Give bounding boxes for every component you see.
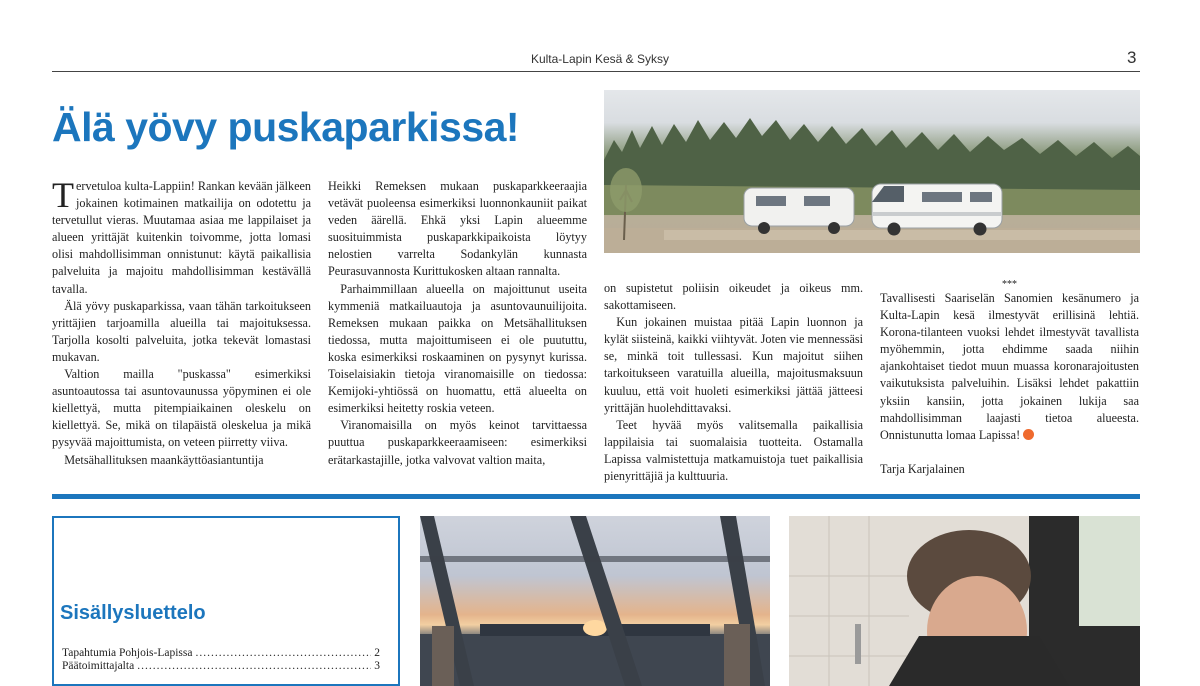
paragraph: Teet hyvää myös valitsemalla paikallisia lappilaisia tai suomalaisia tuotteita. Ostamalla Lapissa valmistettuja matkamuistoja tuet paikallisia pienyrittäjiä ja kulttuuria.	[604, 417, 863, 484]
article-column-1	[52, 175, 311, 469]
campervan-photo	[604, 90, 1140, 253]
toc-item-label: Päätoimittajalta	[62, 660, 135, 672]
paragraph: Tavallisesti Saariselän Sanomien kesänumero ja Kulta-Lapin kesä ilmestyvät erillisinä lehtiä. Korona-tilanteen vuoksi lehdet ilmestyvät tavallista myöhemmin, jotta ehdimme saada niihin ajankohtaiset tiedot muun muassa koronarajoitusten vaikutuksista palveluihin. Lisäksi lehdet pakattiin yksiin kansiin, jotta jokainen lukija saa mahdollisimman laajasti tietoa alueesta. Onnistunutta lomaa Lapissa!	[880, 291, 1139, 442]
toc-item	[62, 660, 380, 672]
paragraph: Heikki Remeksen mukaan puskaparkkeeraajia vetävät puoleensa esimerkiksi luonnonkauniit paikat veden äärellä. Ehkä yksi Lapin alueemme suosituimmista puskaparkkipaikoista löytyy nelostien varrelta Sodankylän kunnasta Peurasuvannosta Kurittukosken altaan rannalta.	[328, 179, 587, 279]
paragraph: on supistetut poliisin oikeudet ja oikeus mm. sakottamiseen.	[604, 281, 863, 313]
paragraph: Valtion mailla "puskassa" esimerkiksi asuntoautossa tai asuntovaunussa yöpyminen ei ole kiellettyä, mutta pitempiaikainen oleskelu on kiellettyä. Se, mikä on tilapäistä oleskelua ja mikä pysyvää majoittumista, on veteen piirretty viiva.	[52, 367, 311, 450]
drop-cap: T	[52, 175, 74, 215]
cooking-photo	[789, 516, 1140, 686]
header-rule	[52, 71, 1140, 72]
section-separator: ***	[1002, 279, 1017, 290]
running-header: Kulta-Lapin Kesä & Syksy	[530, 52, 670, 66]
toc-title: Sisällysluettelo	[60, 602, 206, 624]
toc-item	[62, 647, 380, 659]
toc-leader	[195, 647, 371, 659]
toc-item-label: Tapahtumia Pohjois-Lapissa	[62, 647, 193, 659]
article-column-3	[604, 280, 863, 485]
paragraph: Metsähallituksen maankäyttöasiantuntija	[64, 452, 264, 467]
paragraph: Kun jokainen muistaa pitää Lapin luonnon ja kylät siisteinä, kaikki viihtyvät. Joten vie mennessäsi se, minkä toit tullessasi. Kun majoitut siihen tarkoitukseen varatuilla alueilla, majoitusmaksuun kuuluu, että voit huoleti esimerkiksi jättää jätteesi yrittäjän huolehdittavaksi.	[604, 315, 863, 415]
window-view-photo	[420, 516, 770, 686]
toc-leader	[137, 660, 371, 672]
window-view-illustration	[420, 516, 770, 686]
paragraph: Viranomaisilla on myös keinot tarvittaessa puuttua puskaparkkeeraamiseen: esimerkiksi erätarkastajille, jotka valvovat valtion maita,	[328, 418, 587, 467]
cooking-illustration	[789, 516, 1140, 686]
page-number: 3	[1127, 48, 1137, 67]
paragraph: Tervetuloa kulta-Lappiin! Rankan kevään jälkeen jokainen kotimainen matkailija on odotettu ja tervetullut vieras. Muutamaa asiaa me lappilaiset ja alueen yrittäjät kuitenkin toivomme, jotta lomasi olisi mahdollisimman onnistunut: käytä paikallisia palveluita ja majoitu mahdollisimman kestävällä tavalla.	[52, 175, 311, 296]
paragraph: Älä yövy puskaparkissa, vaan tähän tarkoitukseen yrittäjien tarjoamilla alueilla tai majoituksessa. Tarjolla kosolti palveluita, jotka tekevät lomastasi mukavan.	[52, 298, 311, 364]
article-column-2	[328, 178, 587, 469]
section-divider	[52, 494, 1140, 499]
article-author: Tarja Karjalainen	[880, 461, 965, 476]
article-column-4	[880, 280, 1139, 478]
toc-item-page: 3	[374, 660, 380, 672]
campervan-illustration	[604, 90, 1140, 253]
article-headline: Älä yövy puskaparkissa!	[52, 104, 520, 150]
paragraph: Parhaimmillaan alueella on majoittunut useita kymmeniä matkailuautoja ja asuntovaunuilijoita. Remeksen mukaan paikka on Metsähallituksen tiedossa, mutta majoittumiseen ei ole puututtu, koska esimerkiksi roskaaminen on pysynyt kurissa. Toiselaisiakin tietoja viranomaisille on tiedossa: Kemijoki-yhtiössä on huomattu, että alueelta on esimerkiksi heitetty roskia veteen.	[328, 281, 587, 416]
toc-item-page: 2	[374, 647, 380, 659]
end-mark-icon	[1023, 429, 1034, 440]
